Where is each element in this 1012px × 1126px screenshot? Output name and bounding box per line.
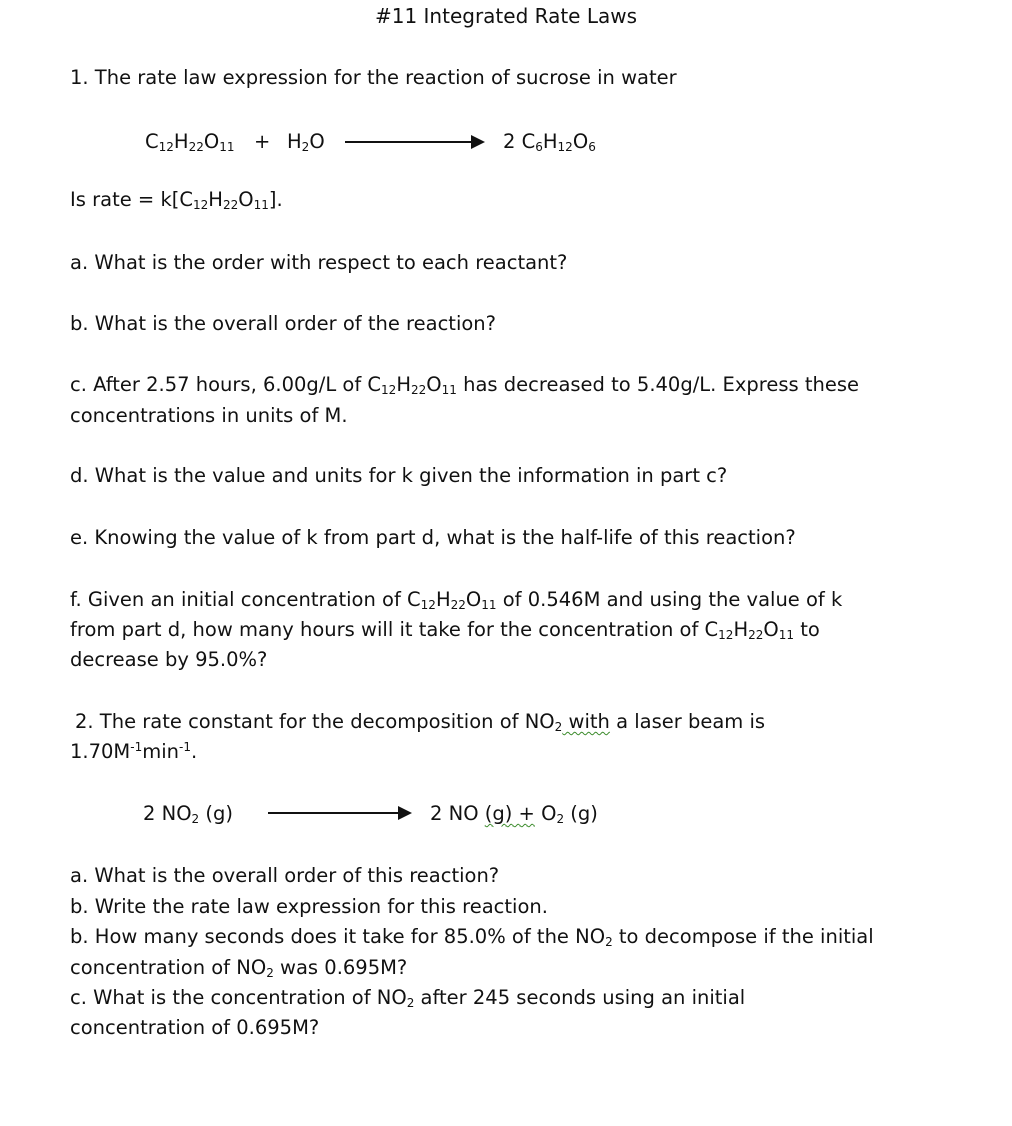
q1-part-a: a. What is the order with respect to each reactant?: [70, 251, 568, 274]
q1-reaction-arrow: [345, 141, 483, 143]
q2-part-c-line2: concentration of 0.695M?: [70, 1016, 320, 1039]
spellcheck-underline: with: [562, 710, 610, 733]
q1-part-d: d. What is the value and units for k given the information in part c?: [70, 464, 728, 487]
q2-rate-constant: $1.70M^{-1}\min^{-1}$.: [70, 740, 198, 763]
q1-part-f-line2: from part d, how many hours will it take for the concentration of $C_{12}H_{22}O_{11}$ to: [70, 618, 820, 642]
q1-part-c-line2: concentrations in units of M.: [70, 404, 348, 427]
q1-plus: +: [254, 130, 271, 153]
spellcheck-underline: (g) +: [484, 802, 535, 825]
q1-part-f-line3: decrease by 95.0%?: [70, 648, 268, 671]
q1-intro: 1. The rate law expression for the reaction of sucrose in water: [70, 66, 677, 89]
q1-part-b: b. What is the overall order of the reaction?: [70, 312, 497, 335]
q2-part-b: b. Write the rate law expression for this reaction.: [70, 895, 548, 918]
q1-reactant-sucrose: $C_{12}H_{22}O_{11}$: [145, 130, 235, 154]
q2-products: 2 NO $(g) + O_2$ (g): [430, 802, 598, 826]
q1-reactant-water: $H_2O$: [287, 130, 325, 154]
q2-part-a: a. What is the overall order of this reaction?: [70, 864, 500, 887]
q2-part-c: c. What is the concentration of $NO_2$ after 245 seconds using an initial: [70, 986, 746, 1010]
q2-intro: 2. The rate constant for the decomposition of $NO_2$ with a laser beam is: [75, 710, 766, 734]
q2-reactant: 2 $NO_2$ (g): [143, 802, 233, 826]
q1-part-f: f. Given an initial concentration of $C_{12}H_{22}O_{11}$ of 0.546M and using the value of k: [70, 588, 843, 612]
q2-part-b-second: b. How many seconds does it take for 85.0% of the $NO_2$ to decompose if the initial: [70, 925, 874, 949]
q1-product: 2 $C_6H_{12}O_6$: [503, 130, 596, 154]
page-title: #11 Integrated Rate Laws: [374, 4, 638, 28]
q2-reaction-arrow: [268, 812, 410, 814]
q1-part-e: e. Knowing the value of k from part d, what is the half-life of this reaction?: [70, 526, 796, 549]
q1-rate-law: Is rate = $k[C_{12}H_{22}O_{11}]$.: [70, 188, 283, 212]
q1-part-c: c. After 2.57 hours, 6.00g/L of $C_{12}H_{22}O_{11}$ has decreased to 5.40g/L. Express these: [70, 373, 860, 397]
q2-part-b-second-line2: concentration of $NO_2$ was 0.695M?: [70, 956, 408, 980]
